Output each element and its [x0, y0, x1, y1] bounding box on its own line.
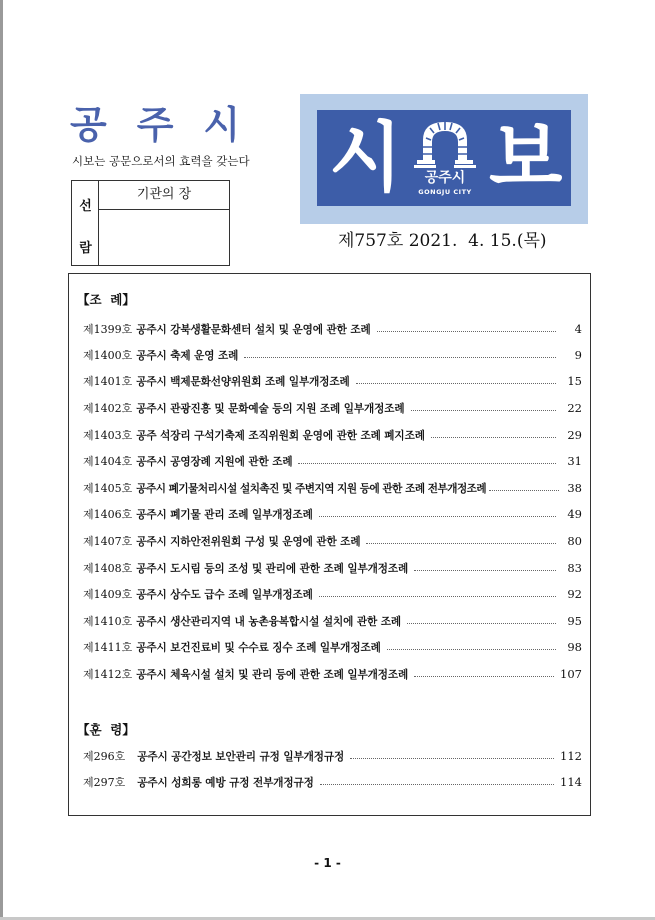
toc-item-number: 제1410호	[83, 615, 133, 628]
toc-item-number: 제1407호	[83, 535, 133, 548]
dot-leader	[319, 596, 556, 597]
toc-row[interactable]	[83, 346, 582, 364]
city-title: 공주시	[70, 103, 271, 147]
toc-row[interactable]	[83, 452, 582, 470]
logo-left-char: 시	[329, 113, 403, 202]
dot-leader	[356, 383, 556, 384]
dot-leader	[411, 410, 556, 411]
toc-item-page: 98	[567, 640, 582, 654]
dot-leader	[407, 623, 556, 624]
toc-row[interactable]	[83, 612, 582, 630]
toc-item-title: 공주시 관광진흥 및 문화예술 등의 지원 조례 일부개정조례	[136, 402, 405, 415]
toc-item-page: 114	[560, 775, 582, 789]
toc-item-page: 95	[567, 614, 582, 628]
toc-item-number: 제1403호	[83, 429, 133, 442]
toc-item-title: 공주시 체육시설 설치 및 관리 등에 관한 조례 일부개정조례	[136, 668, 409, 681]
gazette-subtitle: 시보는 공문으로서의 효력을 갖는다	[72, 154, 250, 168]
toc-item-number: 제1402호	[83, 402, 133, 415]
toc-item-page: 92	[567, 587, 582, 601]
emblem-city-english: GONGJU CITY	[418, 188, 472, 196]
emblem-city-korean: 공주시	[424, 170, 466, 186]
toc-item-page: 49	[567, 507, 582, 521]
toc-item-number: 제1405호	[83, 482, 133, 495]
toc-item-title: 공주시 보건진료비 및 수수료 징수 조례 일부개정조례	[136, 641, 381, 654]
toc-item-title: 공주시 도시림 등의 조성 및 관리에 관한 조례 일부개정조례	[136, 562, 409, 575]
toc-item-title: 공주시 공영장례 지원에 관한 조례	[136, 455, 293, 468]
dot-leader	[298, 463, 556, 464]
circulation-label-column	[72, 181, 99, 265]
dot-leader	[489, 490, 559, 491]
toc-item-page: 4	[574, 322, 582, 336]
circulation-table	[71, 180, 230, 266]
toc-row[interactable]	[83, 320, 582, 338]
toc-row[interactable]	[83, 532, 582, 550]
toc-item-page: 31	[567, 454, 582, 468]
dot-leader	[414, 676, 554, 677]
toc-row[interactable]	[83, 399, 582, 417]
toc-row[interactable]	[83, 505, 582, 523]
section-heading-ordinances: 【조 례】	[77, 292, 135, 307]
toc-item-page: 112	[560, 749, 582, 763]
toc-item-title: 공주시 공간정보 보안관리 규정 일부개정규정	[137, 750, 345, 763]
toc-item-number: 제1404호	[83, 455, 133, 468]
page-number: - 1 -	[314, 856, 341, 870]
dot-leader	[414, 570, 556, 571]
toc-item-title: 공주 석장리 구석기축제 조직위원회 운영에 관한 조례 폐지조례	[136, 429, 425, 442]
toc-row[interactable]	[83, 665, 582, 683]
toc-item-number: 제297호	[83, 776, 126, 789]
toc-row[interactable]	[83, 585, 582, 603]
toc-item-title: 공주시 생산관리지역 내 농촌융복합시설 설치에 관한 조례	[136, 615, 401, 628]
toc-item-number: 제1409호	[83, 588, 133, 601]
circulation-label-top: 선	[79, 199, 92, 214]
toc-item-page: 22	[567, 401, 582, 415]
toc-item-page: 83	[567, 561, 582, 575]
toc-item-number: 제1399호	[83, 323, 133, 336]
toc-item-page: 38	[567, 481, 582, 495]
toc-item-page: 15	[567, 374, 582, 388]
logo-right-char: 보	[489, 113, 563, 202]
toc-item-page: 29	[567, 428, 582, 442]
toc-item-number: 제1400호	[83, 349, 133, 362]
toc-item-page: 9	[574, 348, 582, 362]
toc-item-title: 공주시 지하안전위원회 구성 및 운영에 관한 조례	[136, 535, 361, 548]
toc-item-number: 제1411호	[83, 641, 133, 654]
toc-item-number: 제1412호	[83, 668, 133, 681]
toc-item-number: 제1406호	[83, 508, 133, 521]
toc-item-number: 제1401호	[83, 375, 133, 388]
toc-row[interactable]	[83, 479, 582, 497]
toc-item-number: 제1408호	[83, 562, 133, 575]
gazette-logo-panel	[317, 110, 571, 206]
circulation-column-header: 기관의 장	[99, 181, 229, 210]
toc-row[interactable]	[83, 372, 582, 390]
table-of-contents	[68, 273, 591, 816]
toc-item-title: 공주시 성희롱 예방 규정 전부개정규정	[137, 776, 314, 789]
dot-leader	[350, 758, 554, 759]
page-left-edge	[0, 0, 3, 920]
gate-arch-icon	[411, 116, 479, 170]
dot-leader	[366, 543, 556, 544]
gazette-logo	[300, 94, 588, 224]
toc-item-title: 공주시 폐기물 관리 조례 일부개정조례	[136, 508, 313, 521]
toc-item-number: 제296호	[83, 750, 126, 763]
toc-item-title: 공주시 강북생활문화센터 설치 및 운영에 관한 조례	[136, 323, 371, 336]
dot-leader	[377, 331, 556, 332]
issue-number-date: 제757호 2021. 4. 15.(목)	[338, 231, 547, 251]
toc-row[interactable]	[83, 559, 582, 577]
dot-leader	[244, 357, 556, 358]
toc-item-title: 공주시 축제 운영 조례	[136, 349, 239, 362]
dot-leader	[431, 437, 556, 438]
dot-leader	[320, 784, 554, 785]
circulation-signature-cell	[99, 210, 229, 265]
toc-row[interactable]	[83, 773, 582, 791]
toc-item-title: 공주시 폐기물처리시설 설치촉진 및 주변지역 지원 등에 관한 조례 전부개정조례	[136, 482, 487, 495]
dot-leader	[319, 516, 556, 517]
dot-leader	[387, 649, 556, 650]
circulation-label-bottom: 람	[79, 241, 92, 256]
toc-item-title: 공주시 상수도 급수 조례 일부개정조례	[136, 588, 313, 601]
toc-row[interactable]	[83, 747, 582, 765]
gongju-gate-emblem-icon	[411, 116, 479, 202]
toc-item-page: 80	[567, 534, 582, 548]
toc-item-page: 107	[560, 667, 582, 681]
toc-item-title: 공주시 백제문화선양위원회 조례 일부개정조례	[136, 375, 350, 388]
toc-row[interactable]	[83, 426, 582, 444]
section-heading-directives: 【훈 령】	[77, 722, 135, 737]
toc-row[interactable]	[83, 638, 582, 656]
